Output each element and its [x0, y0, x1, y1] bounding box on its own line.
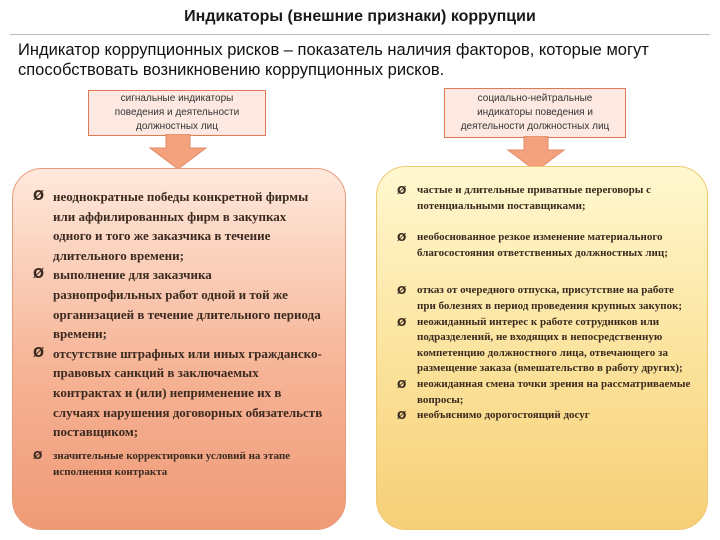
bullet-arrow-icon: Ø	[397, 231, 407, 245]
bullet-arrow-icon: Ø	[33, 267, 45, 283]
neutral-indicators-panel	[376, 166, 708, 530]
list-item	[397, 377, 693, 408]
list-item-text: отсутствие штрафных или иных гражданско-правовых санкций в заключаемых контрактах и (или) неприменение их в случаях нарушения договорных обязательств поставщиком;	[53, 345, 323, 440]
bullet-arrow-icon: Ø	[397, 184, 407, 197]
definition-text: Индикатор коррупционных рисков – показатель наличия факторов, которые могут способствовать возникновению коррупционных рисков.	[18, 41, 649, 79]
list-item-text: необъяснимо дорогостоящий досуг	[417, 409, 590, 422]
list-item	[397, 183, 693, 214]
list-item	[397, 230, 693, 261]
list-item	[397, 315, 693, 377]
signal-indicators-panel	[12, 168, 346, 530]
list-item-text: частые и длительные приватные переговоры с потенциальными поставщиками;	[417, 184, 651, 212]
list-item-text: неоднократные победы конкретной фирмы или аффилированных фирм в закупках одного и того же заказчика в течение длительного времени;	[53, 189, 309, 263]
bullet-arrow-icon: Ø	[33, 448, 43, 462]
down-arrow-left-icon	[148, 134, 208, 170]
list-item-text: неожиданная смена точки зрения на рассматриваемые вопросы;	[417, 377, 691, 406]
list-item	[33, 187, 323, 265]
bullet-arrow-icon: Ø	[33, 189, 45, 204]
list-item-text: необоснованное резкое изменение материального благосостояния ответственных должностных лиц;	[417, 231, 668, 259]
list-item-text: отказ от очередного отпуска, присутствие на работе при болезнях в период проведения крупных закупок;	[417, 284, 683, 312]
bullet-arrow-icon: Ø	[397, 377, 407, 391]
signal-indicators-list	[33, 187, 323, 480]
title-divider	[10, 34, 710, 35]
page-title: Индикаторы (внешние признаки) коррупции	[184, 8, 536, 25]
list-item-text: неожиданный интерес к работе сотрудников или подразделений, не входящих в непосредственную компетенцию должностного лица, отвечающего за размещение заказа (вмешательство в работу других);	[417, 315, 683, 375]
neutral-indicators-list	[397, 183, 693, 424]
list-item-text: значительные корректировки условий на этапе исполнения контракта	[53, 449, 291, 478]
bullet-arrow-icon: Ø	[397, 284, 407, 298]
list-item	[397, 283, 693, 314]
left-category-label	[88, 90, 266, 136]
right-category-label-text: социально-нейтральные индикаторы поведения и деятельности должностных лиц	[460, 93, 610, 132]
right-category-label	[444, 88, 626, 138]
list-item	[33, 344, 323, 442]
list-item	[33, 448, 323, 480]
list-item	[397, 408, 693, 424]
left-category-label-text: сигнальные индикаторы поведения и деятельности должностных лиц	[114, 93, 240, 132]
list-item-text: выполнение для заказчика разнопрофильных работ одной и той же организацией в течение длительного периода времени;	[53, 267, 321, 342]
bullet-arrow-icon: Ø	[33, 345, 45, 361]
bullet-arrow-icon: Ø	[397, 409, 407, 423]
list-item	[33, 265, 323, 343]
bullet-arrow-icon: Ø	[397, 315, 407, 329]
